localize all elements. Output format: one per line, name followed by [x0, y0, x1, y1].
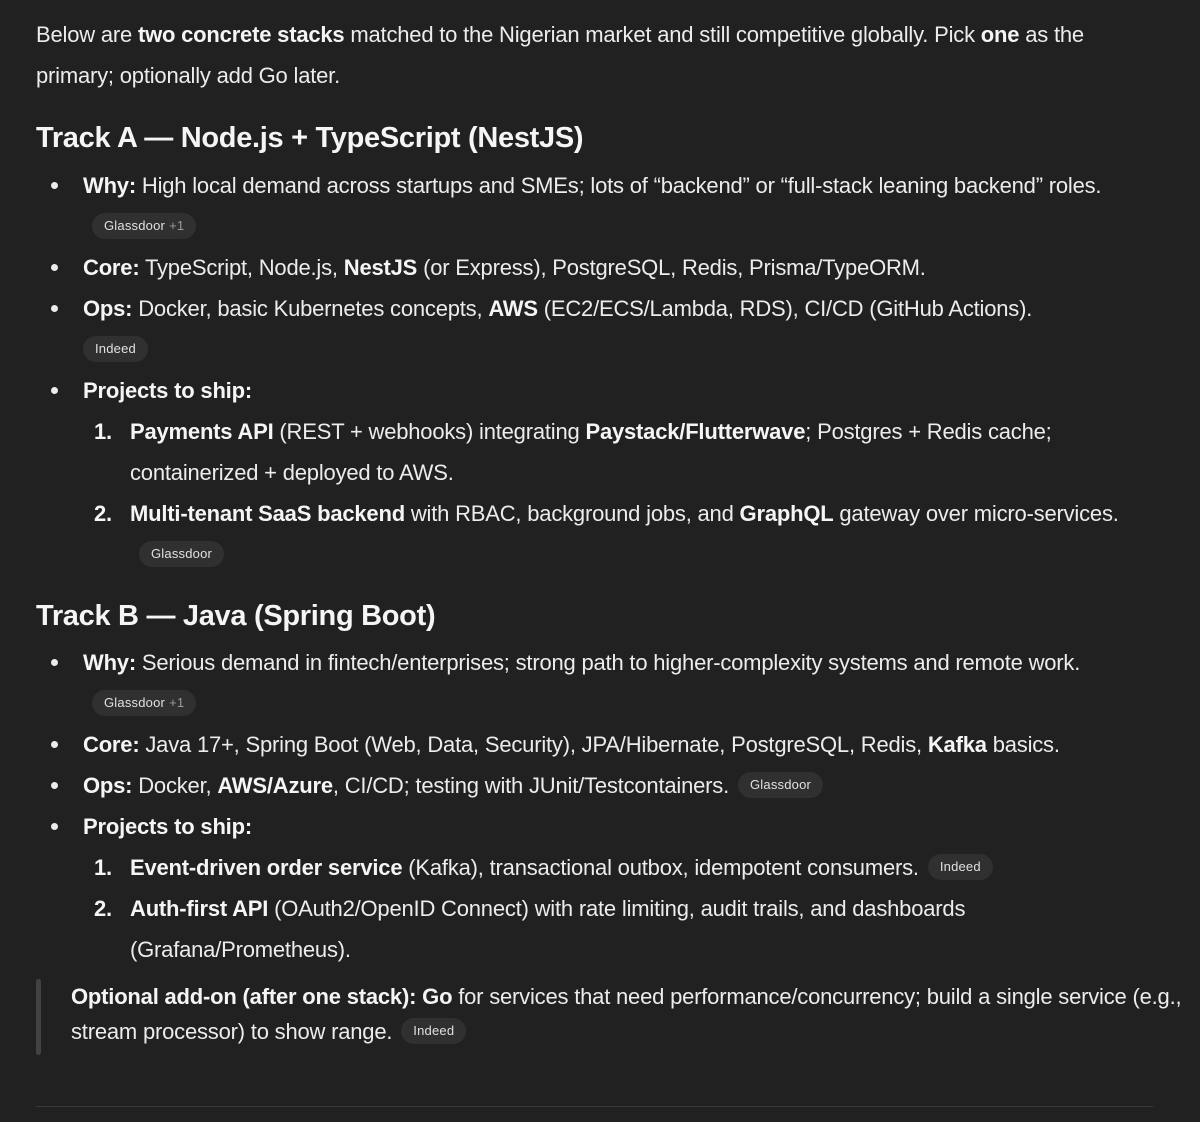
- source-chip-indeed[interactable]: [401, 1018, 466, 1044]
- project-text: ; Postgres + Redis cache; containerized + deployed to AWS.: [130, 419, 1052, 485]
- project-number: 2.: [94, 501, 112, 526]
- project-text: gateway over micro-services.: [833, 501, 1119, 526]
- core-text: basics.: [986, 732, 1060, 757]
- project-number: 2.: [94, 896, 112, 921]
- chip-label: Glassdoor: [750, 777, 812, 793]
- project-item: [83, 847, 1156, 888]
- bullet-dot: [51, 264, 58, 271]
- chip-label: Indeed: [413, 1023, 455, 1039]
- project-text: with RBAC, background jobs, and: [404, 501, 740, 526]
- ops-text: Docker, basic Kubernetes concepts,: [132, 296, 489, 321]
- project-number: 1.: [94, 855, 112, 880]
- project-text: (REST + webhooks) integrating: [273, 419, 586, 444]
- track-a-list: [36, 165, 1156, 575]
- chip-label: Indeed: [939, 859, 981, 875]
- ops-bold: AWS/Azure: [217, 773, 333, 798]
- chip-row: [83, 329, 1156, 370]
- core-text: TypeScript, Node.js,: [139, 255, 344, 280]
- core-label: Core:: [83, 255, 140, 280]
- track-a-core: [36, 247, 1156, 288]
- chip-label: Glassdoor: [104, 218, 166, 234]
- source-chip-glassdoor[interactable]: [92, 690, 196, 716]
- why-text: High local demand across startups and SMEs; lots of “backend” or “full-stack leaning backend” roles.: [135, 173, 1102, 198]
- core-bold: Kafka: [927, 732, 987, 757]
- chip-label: Indeed: [95, 341, 136, 357]
- track-b-ops: [36, 765, 1156, 806]
- intro-paragraph: [36, 14, 1156, 96]
- projects-label: Projects to ship:: [83, 378, 252, 403]
- track-a-heading: Track A — Node.js + TypeScript (NestJS): [36, 122, 584, 154]
- bullet-dot: [51, 305, 58, 312]
- core-text: Java 17+, Spring Boot (Web, Data, Security), JPA/Hibernate, PostgreSQL, Redis,: [139, 732, 928, 757]
- intro-text: Below are: [36, 22, 138, 47]
- source-chip-glassdoor[interactable]: [139, 541, 224, 567]
- chip-more-count: +1: [169, 695, 185, 711]
- track-b-heading: Track B — Java (Spring Boot): [36, 600, 436, 632]
- project-item: [83, 888, 1156, 970]
- source-chip-indeed[interactable]: [928, 854, 993, 880]
- track-a-ops: [36, 288, 1156, 370]
- ops-label: Ops:: [83, 296, 133, 321]
- track-a-why: [36, 165, 1156, 247]
- project-bold: GraphQL: [739, 501, 834, 526]
- track-b-core: [36, 724, 1156, 765]
- project-text: (Kafka), transactional outbox, idempotent consumers.: [402, 855, 919, 880]
- track-a-projects: [36, 370, 1156, 575]
- project-title: Payments API: [130, 419, 274, 444]
- bullet-dot: [51, 182, 58, 189]
- project-title: Event-driven order service: [130, 855, 403, 880]
- chip-more-count: +1: [169, 218, 185, 234]
- why-text: Serious demand in fintech/enterprises; strong path to higher-complexity systems and remote work.: [135, 650, 1081, 675]
- source-chip-glassdoor[interactable]: [738, 772, 823, 798]
- why-label: Why:: [83, 173, 136, 198]
- bullet-dot: [51, 659, 58, 666]
- bullet-dot: [51, 741, 58, 748]
- project-title: Auth-first API: [130, 896, 269, 921]
- intro-text: as the primary; optionally add Go later.: [36, 22, 1084, 88]
- project-title: Multi-tenant SaaS backend: [130, 501, 405, 526]
- note-bold-label: Optional add-on (after one stack):: [71, 984, 417, 1009]
- chip-label: Glassdoor: [104, 695, 166, 711]
- ops-bold: AWS: [488, 296, 538, 321]
- quote-bar: [36, 979, 41, 1055]
- track-b-list: [36, 642, 1156, 970]
- note-bold-go: Go: [422, 984, 453, 1009]
- bullet-dot: [51, 782, 58, 789]
- ops-text: , CI/CD; testing with JUnit/Testcontainers.: [332, 773, 729, 798]
- source-chip-glassdoor[interactable]: [92, 213, 196, 239]
- bullet-dot: [51, 823, 58, 830]
- core-label: Core:: [83, 732, 140, 757]
- divider: [36, 1106, 1153, 1107]
- core-bold: NestJS: [343, 255, 418, 280]
- ops-text: Docker,: [132, 773, 218, 798]
- ops-text: (EC2/ECS/Lambda, RDS), CI/CD (GitHub Actions).: [537, 296, 1033, 321]
- intro-bold-one: one: [980, 22, 1020, 47]
- projects-label: Projects to ship:: [83, 814, 252, 839]
- track-a-project-list: [83, 411, 1156, 575]
- bullet-dot: [51, 387, 58, 394]
- project-number: 1.: [94, 419, 112, 444]
- project-bold: Paystack/Flutterwave: [585, 419, 806, 444]
- project-item: [83, 493, 1156, 575]
- optional-addon-quote: [36, 979, 1191, 1049]
- chip-label: Glassdoor: [151, 546, 213, 562]
- project-item: [83, 411, 1156, 493]
- source-chip-indeed[interactable]: [83, 336, 148, 362]
- why-label: Why:: [83, 650, 136, 675]
- track-b-projects: [36, 806, 1156, 970]
- ops-label: Ops:: [83, 773, 133, 798]
- chat-message: [36, 0, 1182, 1044]
- core-text: (or Express), PostgreSQL, Redis, Prisma/TypeORM.: [417, 255, 926, 280]
- project-text: (OAuth2/OpenID Connect) with rate limiting, audit trails, and dashboards (Grafana/Prometheus).: [130, 896, 966, 962]
- track-b-project-list: [83, 847, 1156, 970]
- track-b-why: [36, 642, 1156, 724]
- intro-bold-stacks: two concrete stacks: [137, 22, 345, 47]
- note-text: for services that need performance/concurrency; build a single service (e.g., stream processor) to show range.: [71, 984, 1182, 1044]
- intro-text: matched to the Nigerian market and still competitive globally. Pick: [344, 22, 981, 47]
